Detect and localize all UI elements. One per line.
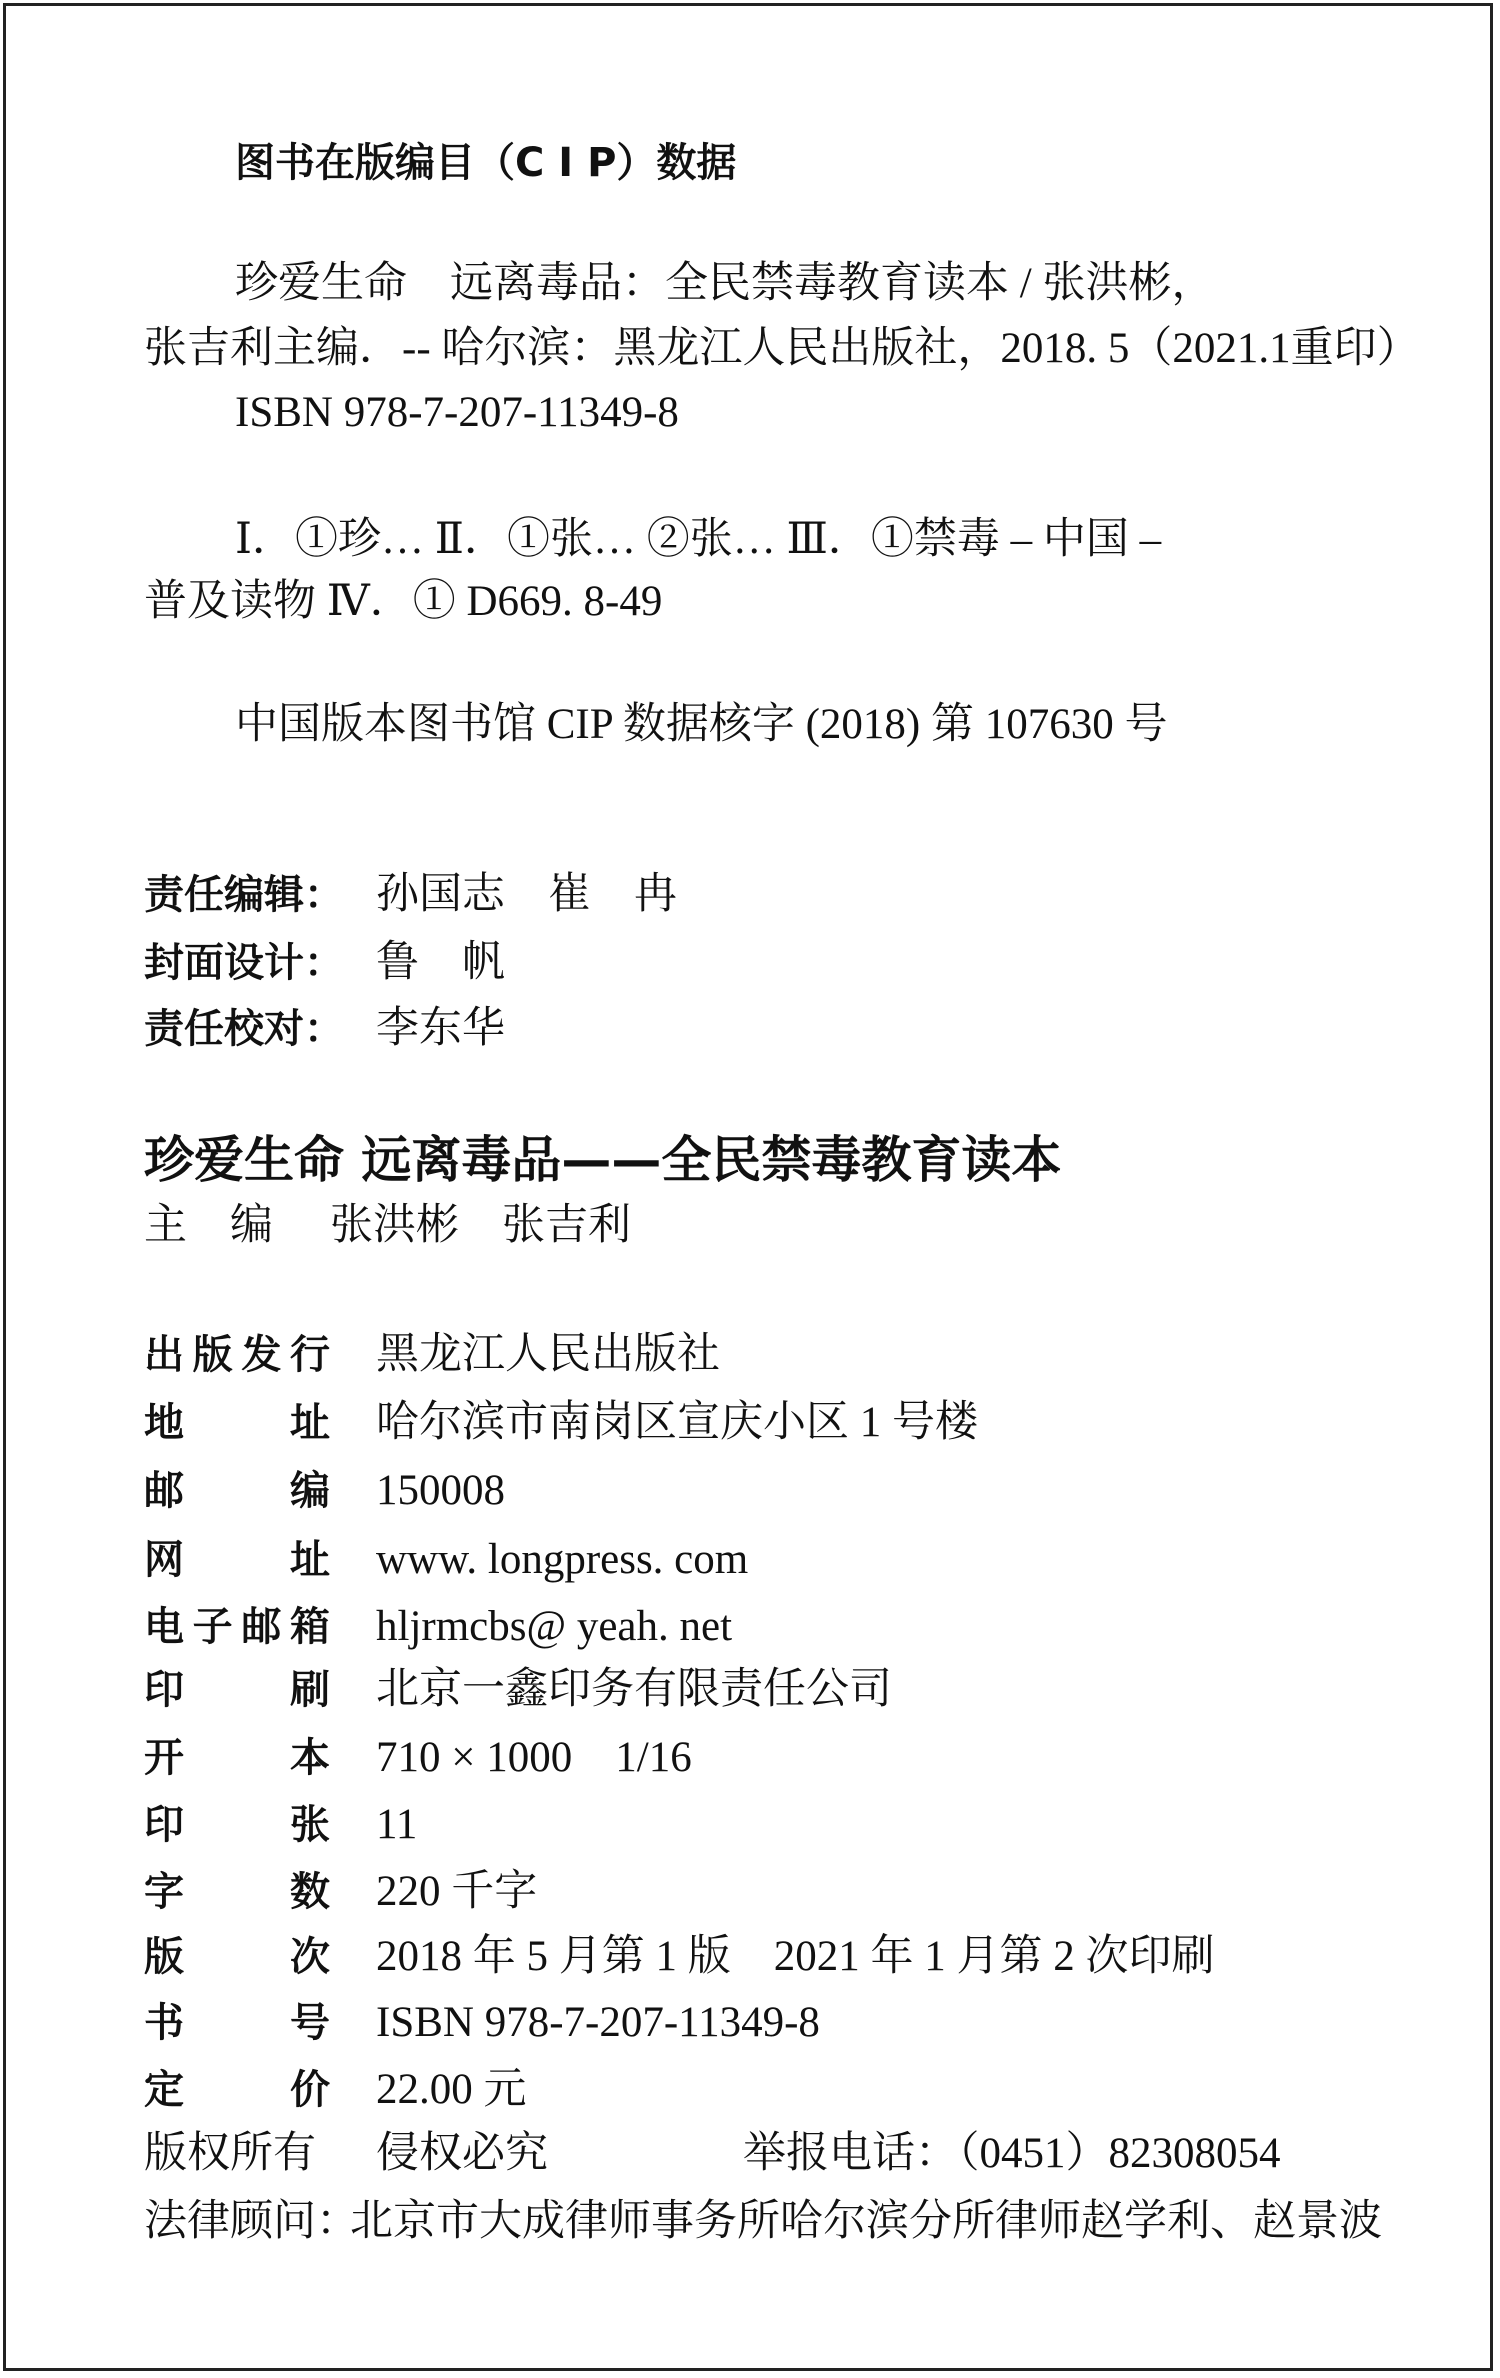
detail-value-price: 22.00 元 xyxy=(376,2066,527,2113)
detail-value-postcode: 150008 xyxy=(376,1467,505,1514)
detail-label-edition: 版次 xyxy=(144,1934,330,1980)
detail-label-sheets: 印张 xyxy=(144,1802,330,1848)
detail-value-email: hljrmcbs@ yeah. net xyxy=(376,1603,733,1650)
staff-value: 鲁 帆 xyxy=(376,939,505,986)
detail-label-postcode: 邮编 xyxy=(144,1468,330,1514)
detail-value-address: 哈尔滨市南岗区宣庆小区 1 号楼 xyxy=(376,1399,978,1446)
editors-label: 主 编 xyxy=(144,1202,273,1249)
detail-value-website: www. longpress. com xyxy=(376,1536,749,1583)
cip-line: 珍爱生命 远离毒品：全民禁毒教育读本 / 张洪彬， xyxy=(235,260,1215,307)
staff-label: 责任校对： xyxy=(144,1006,344,1052)
detail-label-isbn: 书号 xyxy=(144,2000,330,2046)
detail-label-word-count: 字数 xyxy=(144,1869,330,1915)
book-title: 珍爱生命 远离毒品——全民禁毒教育读本 xyxy=(144,1131,1062,1189)
report-hotline: 举报电话：（0451）82308054 xyxy=(743,2130,1281,2177)
staff-value: 李东华 xyxy=(376,1005,505,1052)
cip-line: 张吉利主编．-- 哈尔滨：黑龙江人民出版社，2018. 5（2021.1重印） xyxy=(144,325,1420,372)
cip-heading: 图书在版编目（C I P）数据 xyxy=(235,140,737,186)
copyright-value: 侵权必究 xyxy=(376,2130,548,2177)
detail-value-format: 710 × 1000 1/16 xyxy=(376,1734,692,1781)
detail-value-printer: 北京一鑫印务有限责任公司 xyxy=(376,1666,892,1713)
detail-label-address: 地址 xyxy=(144,1400,330,1446)
detail-label-format: 开本 xyxy=(144,1735,330,1781)
copyright-label: 版权所有 xyxy=(144,2130,316,2177)
staff-label: 责任编辑： xyxy=(144,872,344,918)
detail-value-publisher: 黑龙江人民出版社 xyxy=(376,1331,720,1378)
cip-classification: Ⅰ．①珍… Ⅱ．①张… ②张… Ⅲ．①禁毒 – 中国 – xyxy=(235,516,1162,563)
detail-label-price: 定价 xyxy=(144,2067,330,2113)
detail-label-website: 网址 xyxy=(144,1537,330,1583)
cip-number: 中国版本图书馆 CIP 数据核字 (2018) 第 107630 号 xyxy=(235,701,1168,748)
detail-label-printer: 印刷 xyxy=(144,1667,330,1713)
cip-isbn: ISBN 978-7-207-11349-8 xyxy=(235,389,679,436)
detail-label-email: 电子邮箱 xyxy=(144,1604,330,1650)
legal-label: 法律顾问： xyxy=(144,2198,359,2245)
detail-value-sheets: 11 xyxy=(376,1801,418,1848)
staff-label: 封面设计： xyxy=(144,940,344,986)
legal-value: 北京市大成律师事务所哈尔滨分所律师赵学利、赵景波 xyxy=(350,2198,1382,2245)
detail-value-word-count: 220 千字 xyxy=(376,1868,538,1915)
staff-value: 孙国志 崔 冉 xyxy=(376,871,677,918)
detail-label-publisher: 出版发行 xyxy=(144,1332,330,1378)
editors-value: 张洪彬 张吉利 xyxy=(330,1202,631,1249)
detail-value-isbn: ISBN 978-7-207-11349-8 xyxy=(376,1999,820,2046)
detail-value-edition: 2018 年 5 月第 1 版 2021 年 1 月第 2 次印刷 xyxy=(376,1933,1215,1980)
cip-classification: 普及读物 Ⅳ．① D669. 8-49 xyxy=(144,578,663,625)
